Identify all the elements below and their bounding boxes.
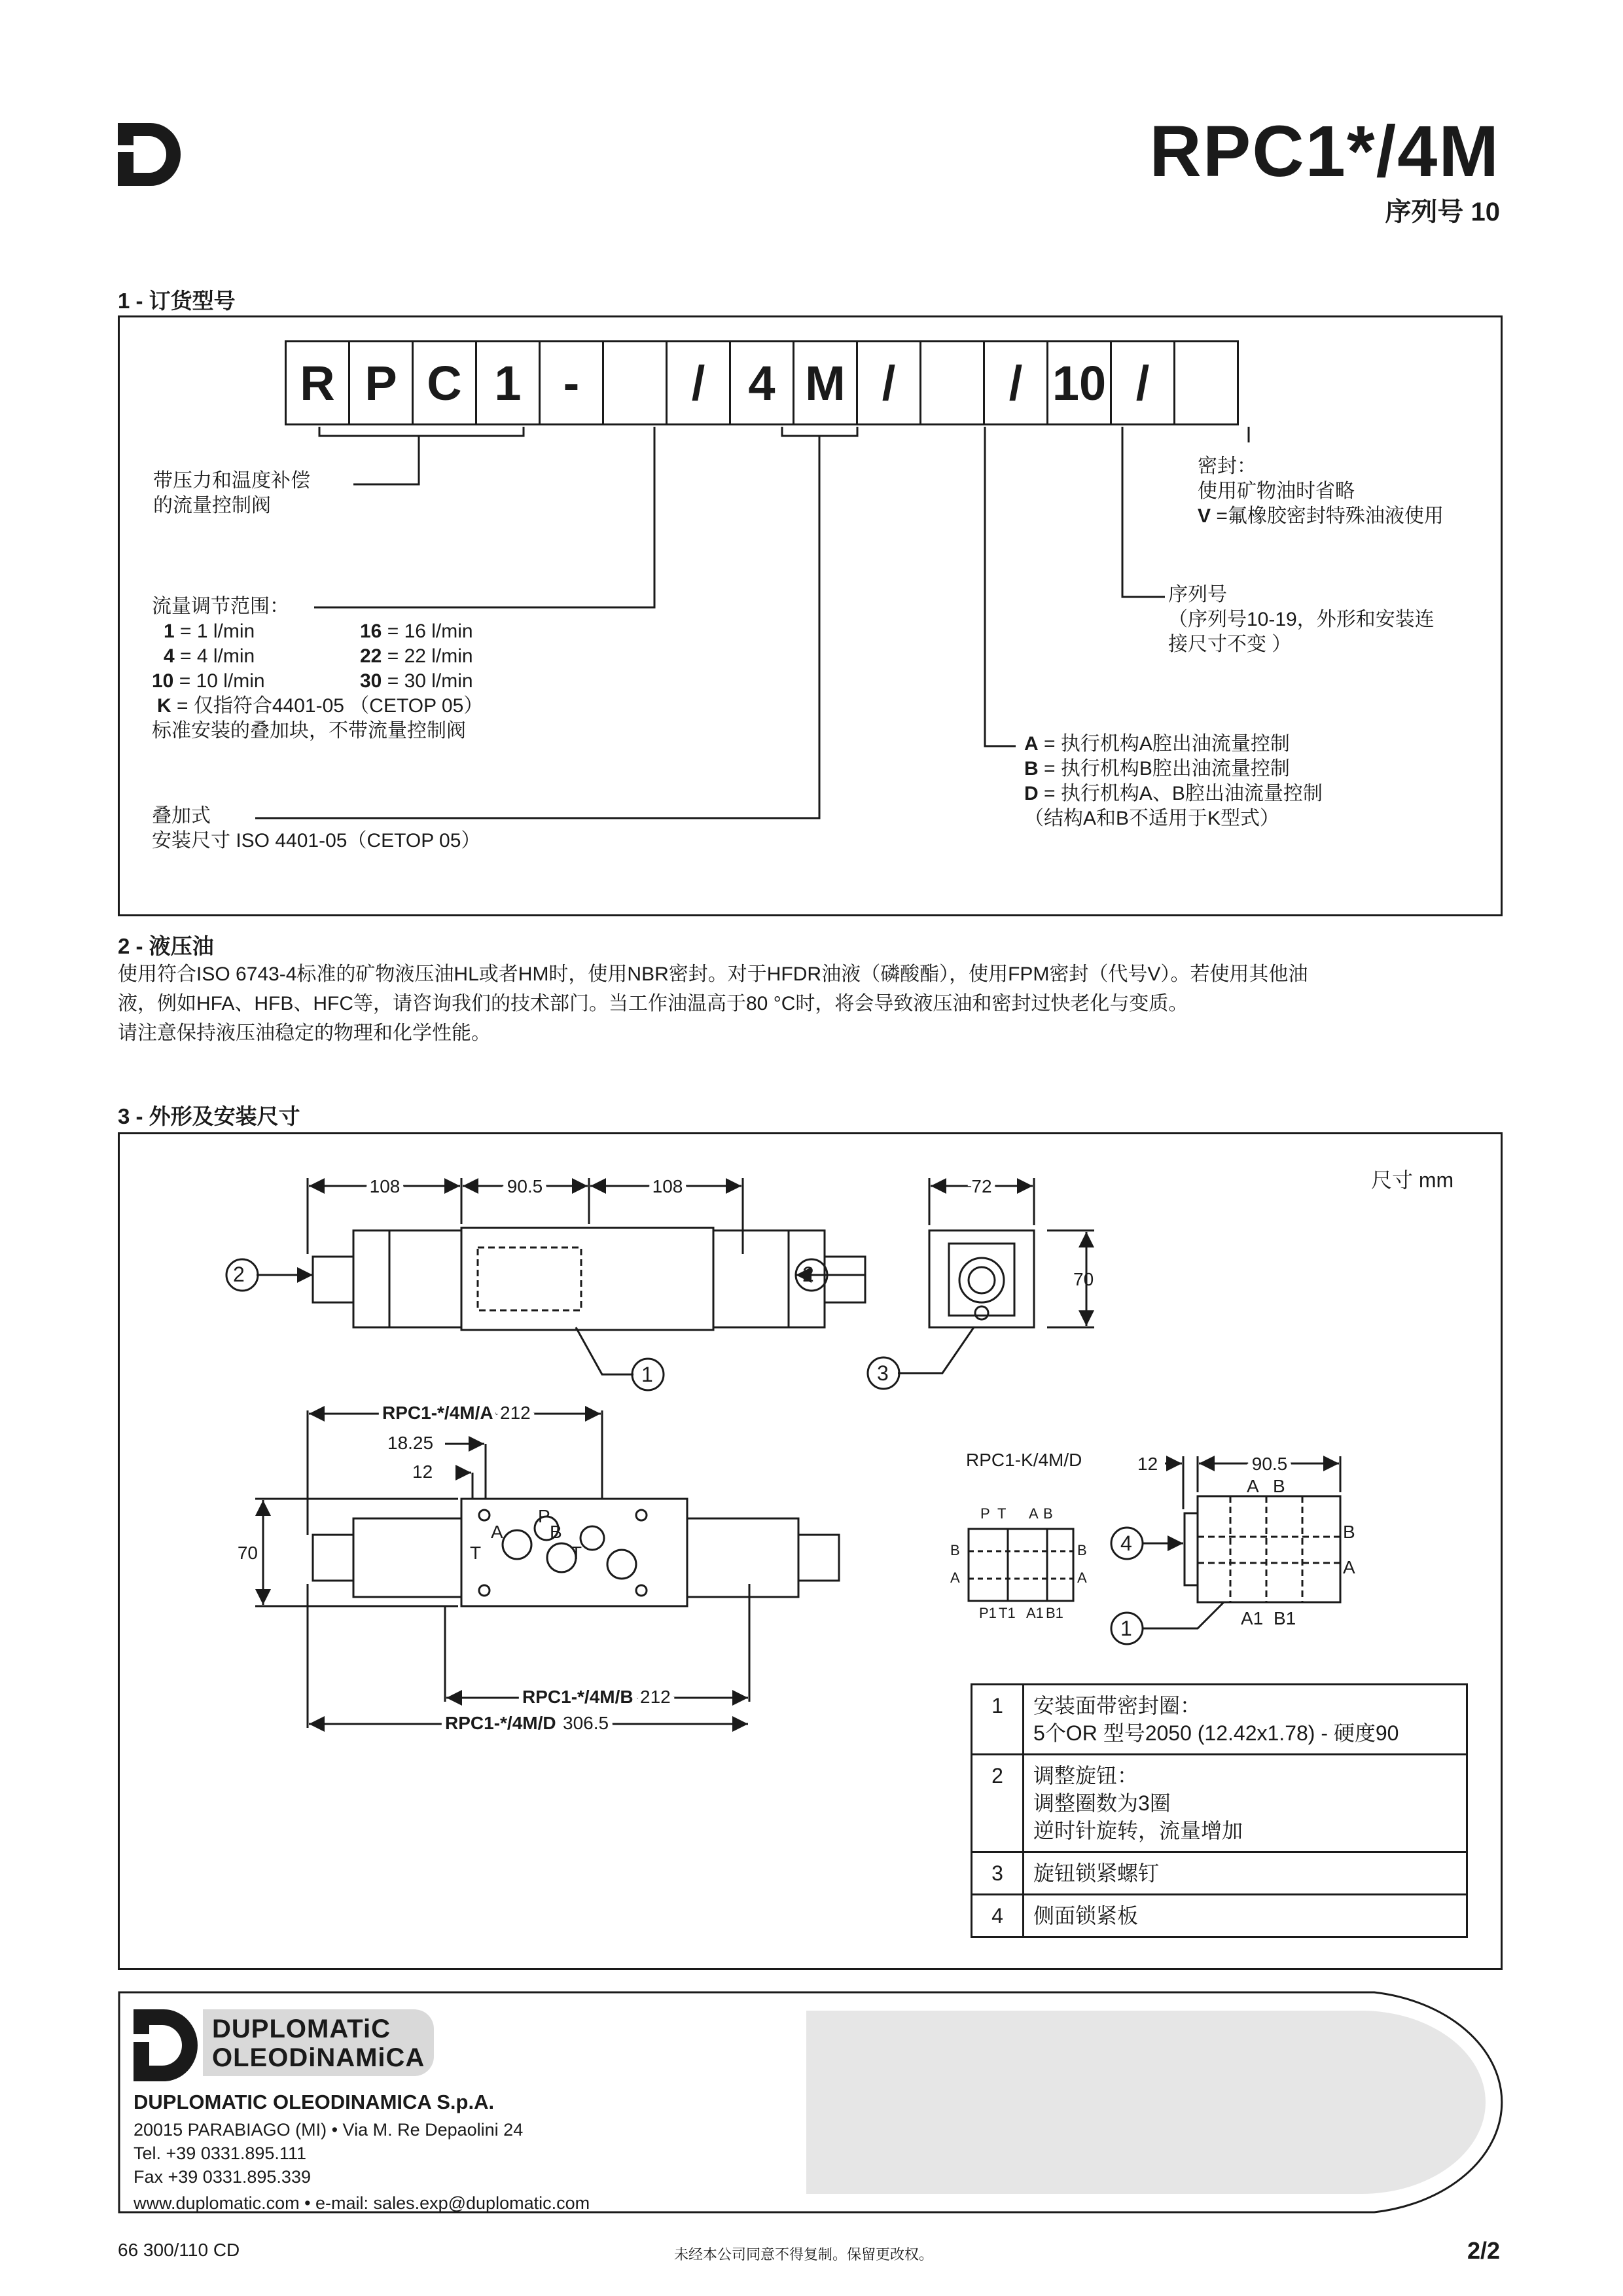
legend-line: 安装面带密封圈： xyxy=(1033,1694,1202,1717)
legend-row xyxy=(972,1755,1467,1852)
footer-fax: Fax +39 0331.895.339 xyxy=(134,2167,311,2187)
port-t-left: T xyxy=(470,1543,482,1563)
paragraph-line: 液，例如HFA、HFB、HFC等，请咨询我们的技术部门。当工作油温高于80 °C时，将会导致液压油和密封过快老化与变质。 xyxy=(118,993,1188,1014)
legend-row xyxy=(972,1895,1467,1937)
flow-value: = 22 l/min xyxy=(382,645,473,667)
dim-value-b: 212 xyxy=(640,1687,671,1707)
legend-line: 调整旋钮： xyxy=(1033,1764,1139,1787)
k-desc2: 标准安装的叠加块，不带流量控制阀 xyxy=(152,720,466,742)
port-a: A xyxy=(491,1522,503,1542)
flow-key: 4 xyxy=(164,645,175,667)
dim-value-a: 212 xyxy=(500,1403,531,1423)
flow-key: 1 xyxy=(164,620,175,642)
dim-70-front: 70 xyxy=(237,1543,258,1563)
sym-side-a-left: A xyxy=(950,1570,960,1586)
mounting-face-drawing xyxy=(255,1410,839,1728)
port-t-right: T xyxy=(571,1543,582,1563)
callout-3: 3 xyxy=(877,1361,889,1385)
sym-port-p1: P1 xyxy=(979,1605,997,1621)
dim-70-side: 70 xyxy=(1073,1269,1094,1289)
k-drawing-label: RPC1-K/4M/D xyxy=(966,1450,1082,1470)
seal-title: 密封： xyxy=(1198,456,1257,477)
legend-table xyxy=(971,1683,1468,1938)
callout-1: 1 xyxy=(641,1363,653,1386)
doc-code: 66 300/110 CD xyxy=(118,2240,240,2260)
legend-line: 调整圈数为3圈 xyxy=(1033,1791,1171,1815)
flow-value: = 4 l/min xyxy=(174,645,255,667)
legend-number: 3 xyxy=(972,1852,1024,1895)
section1-title: 1 - 订货型号 xyxy=(118,289,236,313)
flow-key: 30 xyxy=(360,670,382,692)
front-view-drawing xyxy=(226,1178,865,1390)
legend-line: 侧面锁紧板 xyxy=(1033,1904,1139,1928)
footer-logo-text xyxy=(203,2009,434,2076)
page-number: 2/2 xyxy=(1467,2237,1500,2264)
seal-v-key: V xyxy=(1198,505,1211,527)
legend-line: 5个OR 型号2050 (12.42x1.78) - 硬度90 xyxy=(1033,1721,1399,1745)
flow-key: 16 xyxy=(360,620,382,642)
dim-108-right: 108 xyxy=(652,1176,683,1196)
flow-value: = 16 l/min xyxy=(382,620,473,642)
logo-line: DUPLOMATiC xyxy=(212,2015,391,2043)
flow-title: 流量调节范围： xyxy=(152,596,289,617)
footer-tel: Tel. +39 0331.895.111 xyxy=(134,2144,306,2163)
seal-line: 使用矿物油时省略 xyxy=(1198,480,1355,502)
hydraulic-symbol xyxy=(969,1529,1073,1601)
port-b: B xyxy=(550,1522,562,1542)
paragraph-line: 请注意保持液压油稳定的物理和化学性能。 xyxy=(118,1022,491,1044)
sym-side-b-right: B xyxy=(1077,1542,1087,1558)
footer-address: 20015 PARABIAGO (MI) • Via M. Re Depaolini 24 xyxy=(134,2120,524,2140)
code-cell: - xyxy=(539,340,604,425)
sym-port-b: B xyxy=(1043,1505,1053,1522)
page-title: RPC1*/4M xyxy=(1149,111,1500,192)
series-line: 接尺寸不变 ） xyxy=(1168,634,1292,655)
k-port-a-side: A xyxy=(1343,1557,1355,1577)
dim-label-b: RPC1-*/4M/B xyxy=(522,1687,633,1707)
sym-side-b-left: B xyxy=(950,1542,960,1558)
logo-line: OLEODiNAMiCA xyxy=(212,2043,425,2072)
code-cell: 10 xyxy=(1046,340,1112,425)
code-cell: P xyxy=(348,340,414,425)
flow-key: 10 xyxy=(152,670,174,692)
section3-title: 3 - 外形及安装尺寸 xyxy=(118,1104,300,1128)
k-port-b1: B1 xyxy=(1274,1608,1296,1628)
legend-number: 4 xyxy=(972,1895,1024,1937)
legend-line: 逆时针旋转，流量增加 xyxy=(1033,1819,1243,1842)
note-line: 叠加式 xyxy=(152,805,211,827)
legend-line: 旋钮锁紧螺钉 xyxy=(1033,1861,1160,1885)
section2-title: 2 - 液压油 xyxy=(118,934,214,958)
callout-2-left: 2 xyxy=(233,1263,245,1286)
sym-port-a: A xyxy=(1029,1505,1039,1522)
k-port-a1: A1 xyxy=(1241,1608,1264,1628)
legend-desc xyxy=(1024,1895,1467,1937)
side-view-drawing xyxy=(868,1178,1094,1389)
k-key: K xyxy=(157,695,171,717)
sym-port-a1: A1 xyxy=(1026,1605,1044,1621)
code-cell: R xyxy=(285,340,350,425)
note-line: 安装尺寸 ISO 4401-05（CETOP 05） xyxy=(152,830,481,852)
unit-label: 尺寸 mm xyxy=(1371,1168,1454,1192)
k-type-drawing xyxy=(1111,1456,1340,1644)
dim-label-d: RPC1-*/4M/D xyxy=(445,1713,556,1733)
code-cell: / xyxy=(983,340,1048,425)
dim-k-90-5: 90.5 xyxy=(1251,1454,1288,1474)
code-cell: 1 xyxy=(475,340,541,425)
k-port-b: B xyxy=(1273,1476,1285,1496)
k-desc: = 仅指符合4401-05 （CETOP 05） xyxy=(171,695,484,717)
legend-desc xyxy=(1024,1755,1467,1852)
option-key: B xyxy=(1024,758,1039,780)
flow-value: = 30 l/min xyxy=(382,670,473,692)
legend-desc xyxy=(1024,1685,1467,1755)
seal-v-desc: =氟橡胶密封特殊油液使用 xyxy=(1211,505,1444,527)
copyright-notice: 未经本公司同意不得复制。保留更改权。 xyxy=(674,2246,934,2263)
option-desc: = 执行机构B腔出油流量控制 xyxy=(1038,758,1290,780)
code-cell: / xyxy=(856,340,921,425)
code-cell: 4 xyxy=(729,340,794,425)
dim-90-5: 90.5 xyxy=(507,1176,543,1196)
legend-row xyxy=(972,1852,1467,1895)
option-desc: = 执行机构A腔出油流量控制 xyxy=(1038,733,1290,755)
series-line: （序列号10-19，外形和安装连 xyxy=(1168,609,1435,630)
callout-1-k: 1 xyxy=(1120,1617,1132,1640)
dim-label-a: RPC1-*/4M/A xyxy=(382,1403,493,1423)
footer-contact xyxy=(134,2118,590,2215)
flow-value: = 1 l/min xyxy=(174,620,255,642)
callout-4: 4 xyxy=(1120,1532,1132,1555)
k-port-b-side: B xyxy=(1343,1522,1355,1542)
legend-desc xyxy=(1024,1852,1467,1895)
sym-port-b1: B1 xyxy=(1046,1605,1063,1621)
sym-side-a-right: A xyxy=(1077,1570,1087,1586)
flow-key: 22 xyxy=(360,645,382,667)
dim-k-12: 12 xyxy=(1137,1454,1158,1474)
footer-logo-icon xyxy=(134,2009,199,2081)
flow-value: = 10 l/min xyxy=(173,670,265,692)
note-line: 带压力和温度补偿 xyxy=(153,470,310,492)
series-title: 序列号 xyxy=(1168,584,1227,605)
callout-2-right: 2 xyxy=(802,1263,814,1286)
port-p: P xyxy=(538,1506,550,1526)
option-desc: = 执行机构A、B腔出油流量控制 xyxy=(1038,783,1323,804)
dim-72: 72 xyxy=(971,1176,992,1196)
sym-port-t: T xyxy=(997,1505,1007,1522)
k-port-a: A xyxy=(1247,1476,1259,1496)
note-line: 的流量控制阀 xyxy=(153,495,271,516)
option-key: D xyxy=(1024,783,1039,804)
dim-value-d: 306.5 xyxy=(563,1713,609,1733)
footer-web-link[interactable]: www.duplomatic.com • e-mail: sales.exp@duplomatic.com xyxy=(134,2193,590,2213)
dim-18-25: 18.25 xyxy=(387,1433,434,1453)
legend-row xyxy=(972,1685,1467,1755)
option-note: （结构A和B不适用于K型式） xyxy=(1024,808,1280,829)
dim-12: 12 xyxy=(412,1462,433,1482)
footer-company: DUPLOMATIC OLEODINAMICA S.p.A. xyxy=(134,2090,495,2113)
sym-port-t1: T1 xyxy=(999,1605,1016,1621)
code-cell: / xyxy=(666,340,731,425)
legend-number: 1 xyxy=(972,1685,1024,1755)
series-subtitle: 序列号 10 xyxy=(1385,198,1500,226)
code-cell: / xyxy=(1110,340,1175,425)
dim-108-left: 108 xyxy=(369,1176,401,1196)
code-cell: C xyxy=(412,340,477,425)
paragraph-line: 使用符合ISO 6743-4标准的矿物液压油HL或者HM时，使用NBR密封。对于HFDR油液（磷酸酯），使用FPM密封（代号V）。若使用其他油 xyxy=(118,963,1308,985)
sym-port-p: P xyxy=(980,1505,990,1522)
legend-number: 2 xyxy=(972,1755,1024,1852)
option-key: A xyxy=(1024,733,1039,755)
code-cell: M xyxy=(793,340,858,425)
